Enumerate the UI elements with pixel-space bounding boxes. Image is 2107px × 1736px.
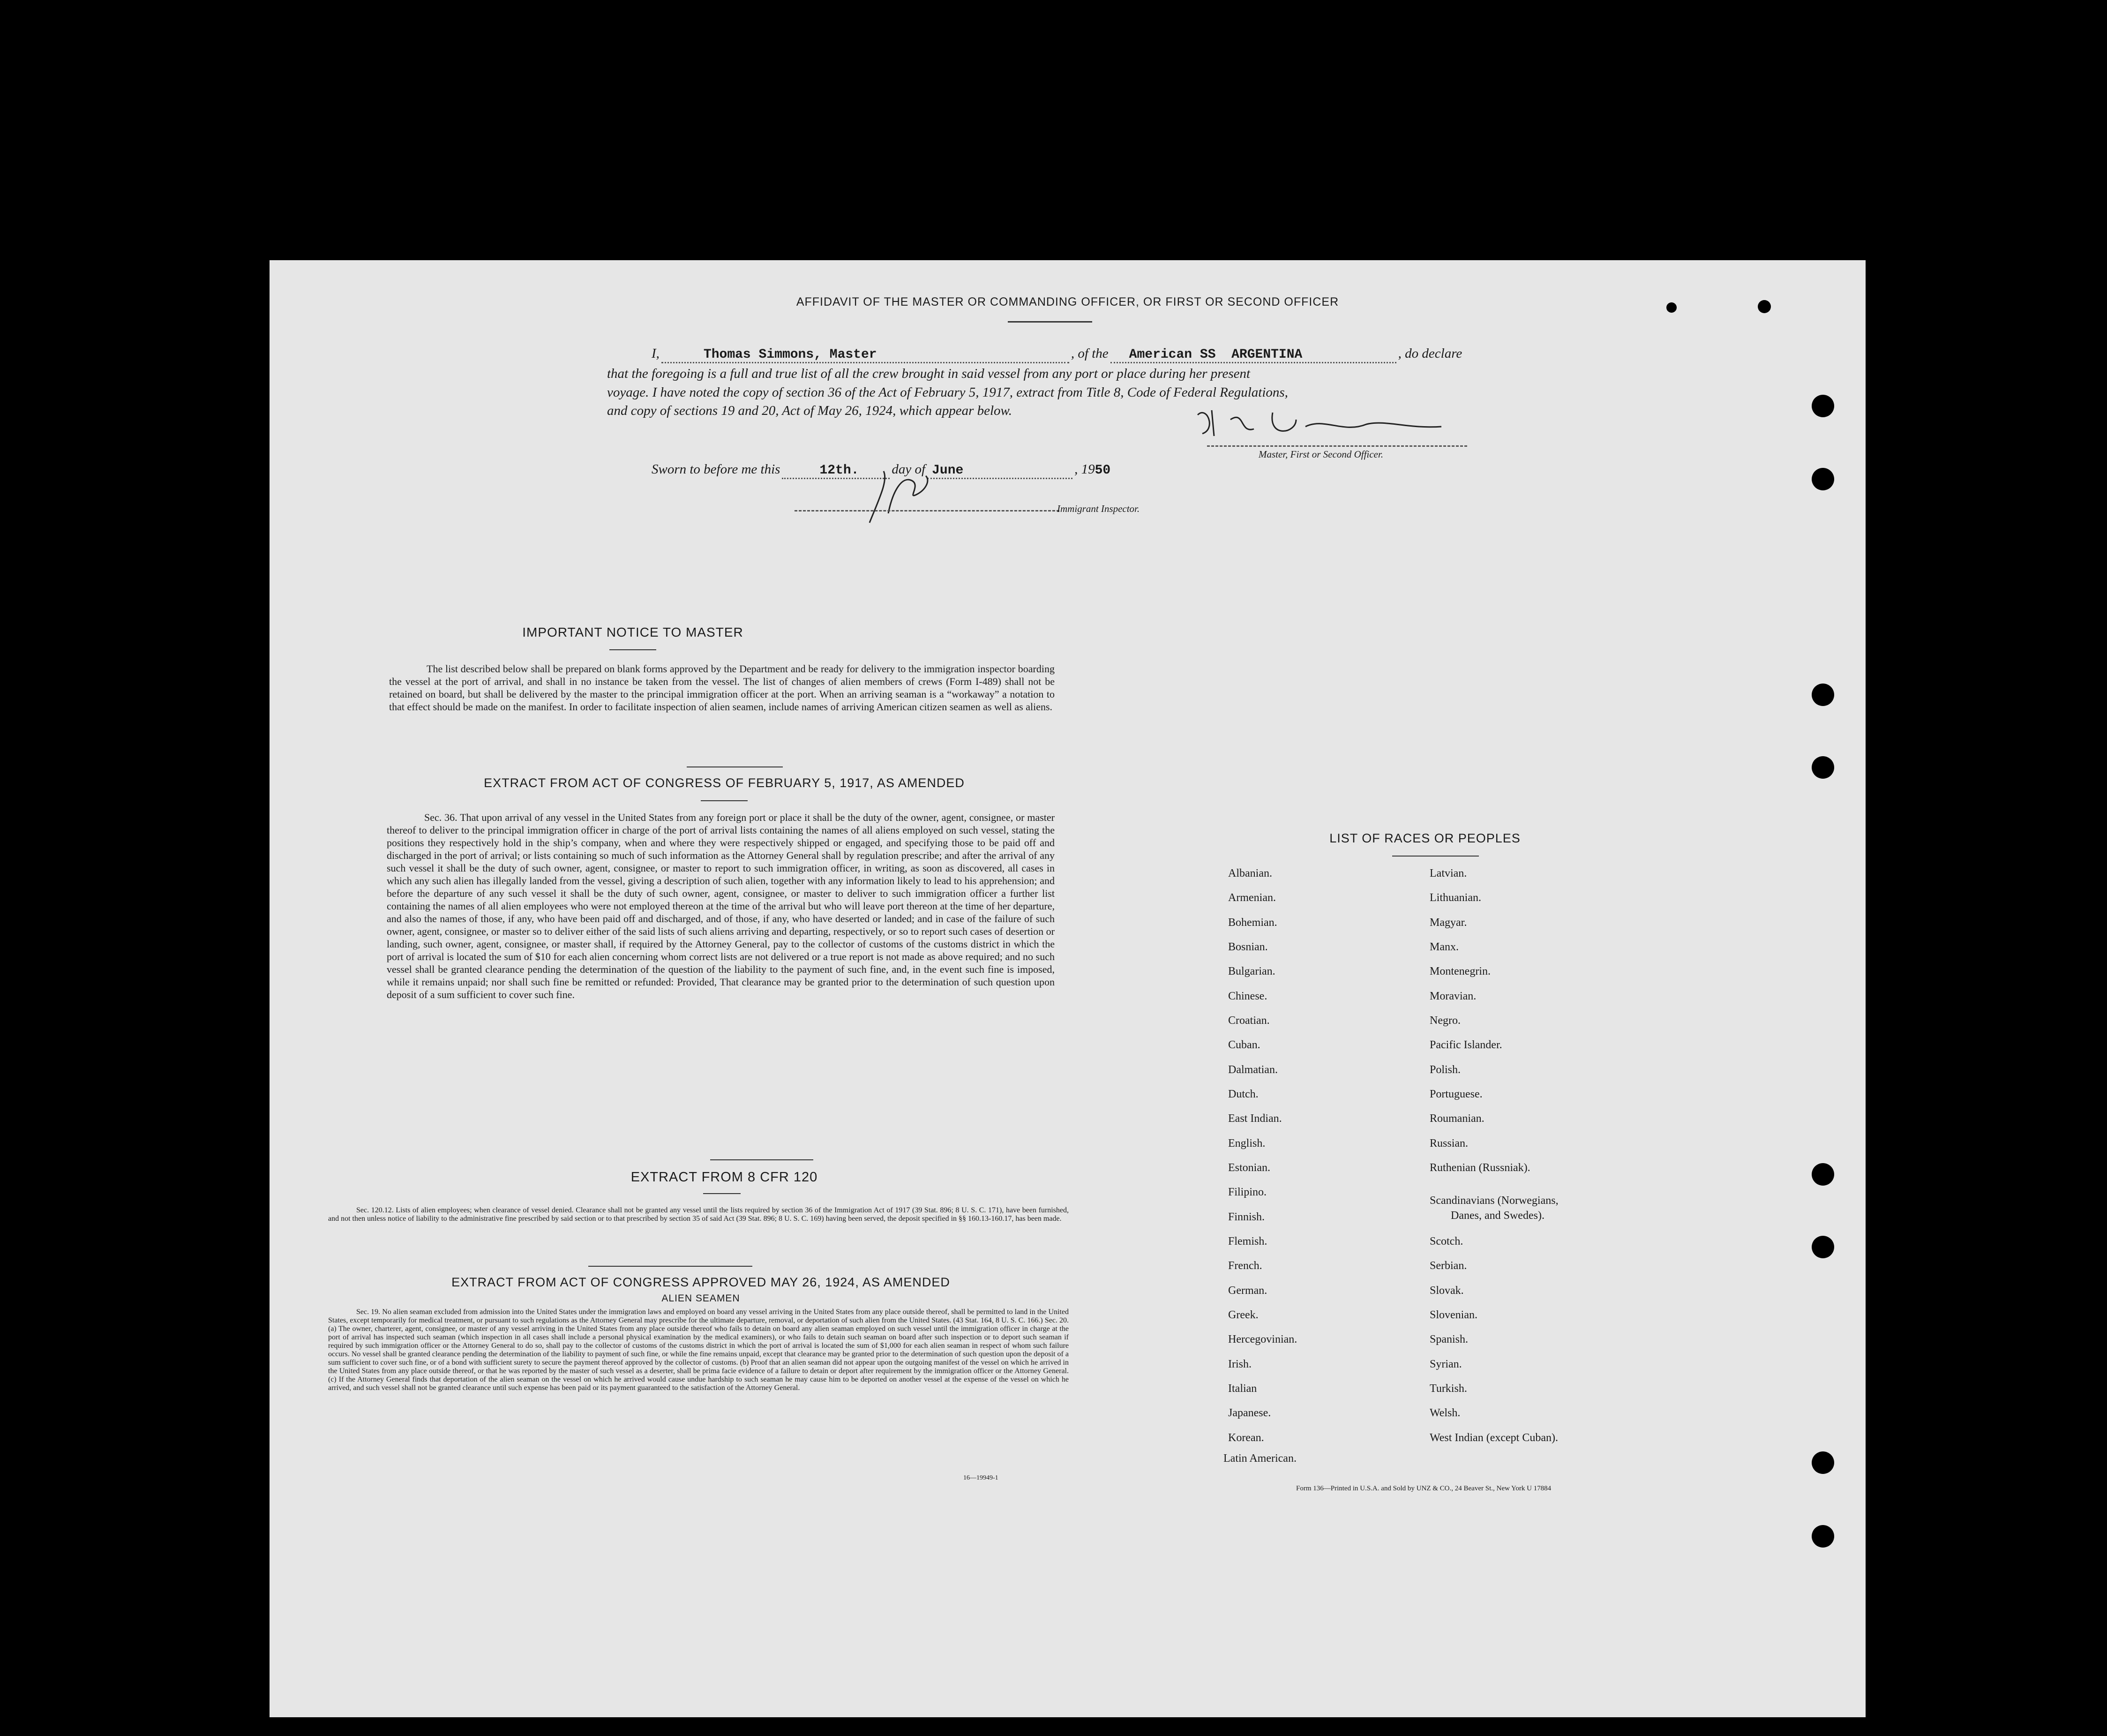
races-title: LIST OF RACES OR PEOPLES	[1329, 831, 1521, 845]
punch-hole	[1812, 395, 1834, 417]
vessel-field	[1110, 347, 1396, 363]
race-right-item: Ruthenian (Russniak).	[1430, 1162, 1530, 1174]
race-left-item: Armenian.	[1228, 892, 1276, 904]
of-the-label: , of the	[1071, 346, 1109, 361]
extract-1924-text: Sec. 19. No alien seaman excluded from admission into the United States under the immigration laws and employed on board any vessel arriving in the United States from any place outside thereof, shall be permitted to land in the United States, except temporarily for medical treatment, or pursuant to such regulations as the Attorney General may prescribe for the ultimate departure, removal, or deportation of such alien from the United States. (43 Stat. 164, 8 U. S. C. 166.) Sec. 20. (a) The owner, charterer, agent, consignee, or master of any vessel arriving in the United States from any place outside thereof who fails to detain on board any alien seaman employed on such vessel until the immigration officer in charge at the port of arrival has inspected such seaman (which inspection in all cases shall include a personal physical examination by the medical examiners), or who fails to detain such seaman on board after such inspection or to deport such seaman if required by such immigration officer or the Attorney General to do so, shall pay to the collector of customs of the customs district in which the port of arrival is located the sum of $1,000 for each alien seaman in respect of whom such failure occurs. No vessel shall be granted clearance pending the determination of the liability to payment of such fine, or while the fine remains unpaid, except that clearance may be granted prior to the determination of such question upon the deposit of a sum sufficient to cover such fine, or of a bond with sufficient surety to secure the payment thereof approved by the collector of customs. (b) Proof that an alien seaman did not appear upon the outgoing manifest of the vessel on which he arrived in the United States from any place outside thereof, or that he was reported by the master of such vessel as a deserter, shall be prima facie evidence of a failure to detain or deport after requirement by the immigration officer or the Attorney General. (c) If the Attorney General finds that deportation of the alien seaman on the vessel on which he arrived would cause undue hardship to such seaman he may cause him to be deported on another vessel at the expense of the vessel on which he arrived, and such vessel shall not be granted clearance until such expense has been paid or its payment guaranteed to the satisfaction of the Attorney General.	[328, 1308, 1069, 1392]
race-right-item: Magyar.	[1430, 917, 1467, 929]
race-right-item: Negro.	[1430, 1015, 1461, 1027]
notice-text: The list described below shall be prepared on blank forms approved by the Department and be ready for delivery to the immigration inspector boarding the vessel at the port of arrival, and shall in no instance be taken from the vessel. The list of changes of alien members of crews (Form I-489) shall not be retained on board, but shall be delivered by the master to the principal immigration officer at the port. When an arriving seaman is a “workaway” a notation to that effect should be made on the manifest. In order to facilitate inspection of alien seamen, include names of arriving American citizen seamen as well as aliens.	[389, 663, 1055, 713]
title-rule	[1008, 321, 1092, 323]
race-left-item: French.	[1228, 1260, 1262, 1272]
sworn-month-field	[927, 463, 1072, 479]
race-left-item: Italian	[1228, 1383, 1257, 1395]
race-left-item: Bohemian.	[1228, 917, 1277, 929]
race-left-item: Greek.	[1228, 1309, 1259, 1321]
race-right-item: Portuguese.	[1430, 1088, 1483, 1100]
form-footer: Form 136—Printed in U.S.A. and Sold by UNZ & CO., 24 Beaver St., New York U 17884	[1296, 1485, 1552, 1492]
race-right-item: Spanish.	[1430, 1333, 1469, 1345]
race-left-item: Chinese.	[1228, 990, 1267, 1002]
race-left-item: Cuban.	[1228, 1039, 1260, 1051]
master-signature	[1188, 401, 1451, 443]
race-left-item: English.	[1228, 1137, 1266, 1150]
race-left-item: German.	[1228, 1285, 1267, 1297]
race-right-item: Montenegrin.	[1430, 965, 1491, 977]
inspector-label: Immigrant Inspector.	[1057, 503, 1140, 514]
race-left-item: Flemish.	[1228, 1235, 1267, 1248]
race-right-item: Turkish.	[1430, 1383, 1467, 1395]
do-declare-label: , do declare	[1398, 346, 1462, 361]
race-right-item: Polish.	[1430, 1064, 1461, 1076]
race-right-item: Moravian.	[1430, 990, 1477, 1002]
punch-hole	[1666, 302, 1677, 313]
race-right-item: Roumanian.	[1430, 1112, 1485, 1125]
declarant-name: Thomas Simmons, Master	[703, 347, 877, 362]
race-left-item: Filipino.	[1228, 1186, 1267, 1198]
inspector-signature-line	[795, 510, 1059, 511]
punch-hole	[1758, 300, 1771, 313]
notice-rule	[609, 649, 656, 650]
declaration-line-3: voyage. I have noted the copy of section 36 of the Act of February 5, 1917, extract from Title 8, Code of Federal Regulations,	[607, 385, 1288, 400]
i-label: I,	[652, 346, 660, 361]
master-label: Master, First or Second Officer.	[1259, 449, 1383, 460]
race-right-item: Pacific Islander.	[1430, 1039, 1502, 1051]
declaration-line-1	[652, 346, 1772, 363]
declarant-field	[661, 347, 1069, 363]
race-right-item: Manx.	[1430, 941, 1459, 953]
extract-1917-text: Sec. 36. That upon arrival of any vessel in the United States from any foreign port or place it shall be the duty of the owner, agent, consignee, or master thereof to deliver to the principal immigration officer in charge of the port of arrival lists containing the names of all aliens employed on such vessel, stating the positions they respectively hold in the ship’s company, when and where they were respectively shipped or engaged, and specifying those to be paid off and discharged in the port of arrival; or lists containing so much of such information as the Attorney General shall by regulation prescribe; and after the arrival of any such vessel it shall be the duty of such owner, agent, consignee, or master to report to such immigration officer, in writing, as soon as discovered, all cases in which any such alien has illegally landed from the vessel, giving a description of such alien, together with any information likely to lead to his apprehension; and before the departure of any such vessel it shall be the duty of such owner, agent, consignee, or master to deliver to such immigration officer a further list containing the names of all alien employees who were not employed thereon at the time of the arrival but who will leave port thereon at the time of her departure, and also the names of those, if any, who have been paid off and discharged, and of those, if any, who have deserted or landed; and in case of the failure of such owner, agent, consignee, or master so to deliver either of the said lists of such aliens arriving and departing, respectively, or so to report such cases of desertion or landing, such owner, agent, consignee, or master shall, if required by the Attorney General, pay to the collector of customs of the customs district in which the port of arrival is located the sum of $10 for each alien concerning whom correct lists are not delivered or a true report is not made as above required; and no such vessel shall be granted clearance pending the determination of the question of the liability to the payment of such fine, and, in the event such fine is imposed, while it remains unpaid; nor shall such fine be remitted or refunded: Provided, That clearance may be granted prior to the determination of such question upon deposit of a sum sufficient to cover such fine.	[387, 812, 1055, 1000]
race-left-item: Hercegovinian.	[1228, 1333, 1297, 1345]
race-right-item: Danes, and Swedes).	[1451, 1210, 1545, 1222]
race-left-item: Latin American.	[1223, 1452, 1297, 1465]
punch-hole	[1812, 1525, 1834, 1548]
sworn-month: June	[932, 463, 964, 478]
race-left-item: Dutch.	[1228, 1088, 1259, 1100]
declaration-line-4: and copy of sections 19 and 20, Act of May 26, 1924, which appear below.	[607, 403, 1012, 418]
vessel-name: American SS ARGENTINA	[1129, 347, 1303, 362]
race-left-item: Korean.	[1228, 1432, 1264, 1444]
race-left-item: Estonian.	[1228, 1162, 1270, 1174]
punch-hole	[1812, 756, 1834, 779]
year-prefix: , 19	[1074, 462, 1095, 477]
extract-cfr-text: Sec. 120.12. Lists of alien employees; when clearance of vessel denied. Clearance shall not be granted any vessel until the lists required by section 36 of the Immigration Act of 1917 (39 Stat. 896; 8 U. S. C. 171), have been furnished, and not then unless notice of liability to the administrative fine prescribed by said section or to that prescribed by section 35 of said Act (39 Stat. 896; 8 U. S. C. 169) having been served, the deposit specified in §§ 160.13-160.17, has been made.	[328, 1206, 1069, 1223]
race-right-item: Slovak.	[1430, 1285, 1464, 1297]
document-page	[270, 260, 1866, 1717]
sworn-year: 50	[1095, 463, 1111, 478]
declaration-line-2: that the foregoing is a full and true list of all the crew brought in said vessel from any port or place during her present	[607, 366, 1251, 381]
races-rule	[1392, 856, 1479, 857]
race-left-item: Croatian.	[1228, 1015, 1270, 1027]
race-right-item: Scotch.	[1430, 1235, 1463, 1248]
race-left-item: Albanian.	[1228, 867, 1272, 879]
extract-1917-end-rule	[710, 1159, 813, 1160]
race-left-item: Bosnian.	[1228, 941, 1268, 953]
race-left-item: East Indian.	[1228, 1112, 1282, 1125]
race-left-item: Bulgarian.	[1228, 965, 1275, 977]
sworn-prefix: Sworn to before me this	[652, 462, 780, 477]
day-of-label: day of	[892, 462, 926, 477]
punch-hole	[1812, 1451, 1834, 1474]
punch-hole	[1812, 1236, 1834, 1258]
notice-title: IMPORTANT NOTICE TO MASTER	[522, 625, 743, 639]
extract-1924-subtitle: ALIEN SEAMEN	[661, 1293, 740, 1304]
extract-cfr-title: EXTRACT FROM 8 CFR 120	[630, 1170, 818, 1185]
race-left-item: Japanese.	[1228, 1407, 1271, 1419]
race-right-item: Syrian.	[1430, 1358, 1462, 1370]
punch-hole	[1812, 684, 1834, 706]
punch-hole	[1812, 1163, 1834, 1186]
race-right-item: Latvian.	[1430, 867, 1467, 879]
punch-hole	[1812, 468, 1834, 490]
affidavit-title: AFFIDAVIT OF THE MASTER OR COMMANDING OFFICER, OR FIRST OR SECOND OFFICER	[796, 295, 1339, 308]
race-right-item: Scandinavians (Norwegians,	[1430, 1195, 1559, 1207]
race-right-item: West Indian (except Cuban).	[1430, 1432, 1558, 1444]
race-left-item: Dalmatian.	[1228, 1064, 1278, 1076]
race-right-item: Serbian.	[1430, 1260, 1467, 1272]
extract-1917-title: EXTRACT FROM ACT OF CONGRESS OF FEBRUARY 5, 1917, AS AMENDED	[484, 776, 965, 790]
extract-cfr-rule	[703, 1193, 741, 1194]
race-left-item: Finnish.	[1228, 1211, 1265, 1223]
sworn-day: 12th.	[819, 463, 859, 478]
race-left-item: Irish.	[1228, 1358, 1252, 1370]
extract-1924-title: EXTRACT FROM ACT OF CONGRESS APPROVED MAY 26, 1924, AS AMENDED	[451, 1275, 950, 1289]
master-signature-line	[1207, 445, 1467, 447]
extract-1917-rule	[701, 800, 748, 801]
race-right-item: Slovenian.	[1430, 1309, 1477, 1321]
extract-1924-code: 16—19949-1	[963, 1474, 998, 1481]
extract-cfr-end-rule	[588, 1266, 752, 1267]
race-right-item: Russian.	[1430, 1137, 1469, 1150]
inspector-signature	[860, 462, 935, 527]
race-right-item: Welsh.	[1430, 1407, 1461, 1419]
race-right-item: Lithuanian.	[1430, 892, 1481, 904]
